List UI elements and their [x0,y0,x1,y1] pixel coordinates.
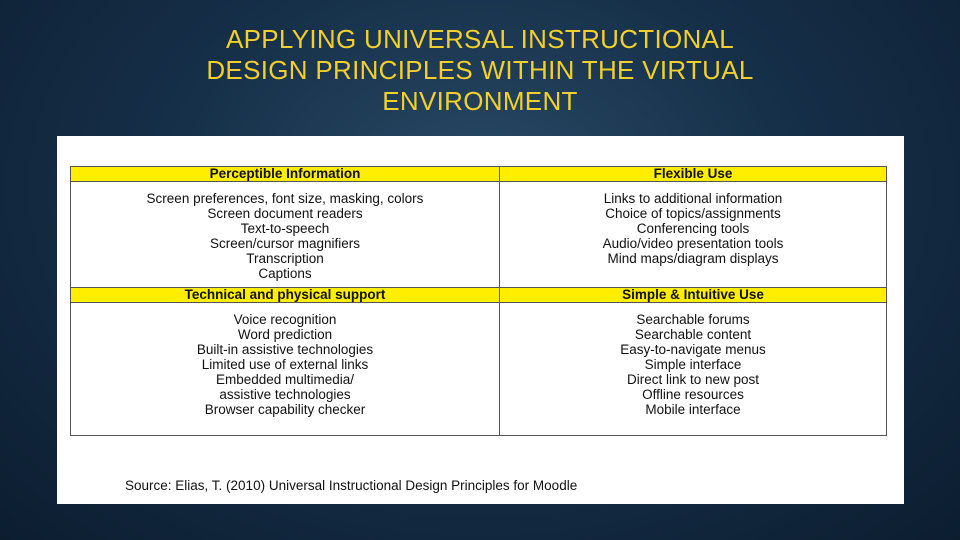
list-item: Conferencing tools [636,221,750,236]
list-item: Easy-to-navigate menus [620,342,766,357]
list-item: Mobile interface [645,402,741,417]
flexible-use-list [500,191,887,288]
title-line-2: DESIGN PRINCIPLES WITHIN THE VIRTUAL [206,55,754,85]
list-item: Screen preferences, font size, masking, colors [146,191,424,206]
list-item: Searchable content [634,327,752,342]
header-technical-physical-support: Technical and physical support [71,288,500,303]
header-perceptible-information: Perceptible Information [71,167,500,182]
header-flexible-use: Flexible Use [500,167,887,182]
technical-physical-support-list [71,312,500,436]
list-item: Embedded multimedia/ [215,372,355,387]
list-item: assistive technologies [219,387,351,402]
list-item: Word prediction [237,327,333,342]
list-item: Simple interface [644,357,742,372]
list-item: Transcription [246,251,324,266]
table-image-panel [57,136,904,504]
list-item: Audio/video presentation tools [602,236,784,251]
source-citation: Source: Elias, T. (2010) Universal Instructional Design Principles for Moodle [125,478,578,493]
list-item: Captions [258,266,312,281]
uid-principles-table [70,166,887,436]
header-simple-intuitive-use: Simple & Intuitive Use [500,288,887,303]
list-item: Voice recognition [233,312,337,327]
list-item: Limited use of external links [201,357,369,372]
list-item: Direct link to new post [626,372,760,387]
list-item: Searchable forums [636,312,750,327]
perceptible-information-list [71,191,500,288]
list-item: Built-in assistive technologies [196,342,374,357]
list-item: Mind maps/diagram displays [607,251,779,266]
list-item: Links to additional information [603,191,783,206]
list-item: Offline resources [642,387,744,402]
title-line-1: APPLYING UNIVERSAL INSTRUCTIONAL [225,24,735,54]
list-item: Browser capability checker [204,402,366,417]
slide-title [0,24,960,117]
list-item: Screen document readers [207,206,363,221]
list-item: Text-to-speech [240,221,330,236]
list-item: Screen/cursor magnifiers [209,236,361,251]
title-line-3: ENVIRONMENT [382,86,578,116]
simple-intuitive-use-list [500,312,887,436]
list-item: Choice of topics/assignments [605,206,781,221]
